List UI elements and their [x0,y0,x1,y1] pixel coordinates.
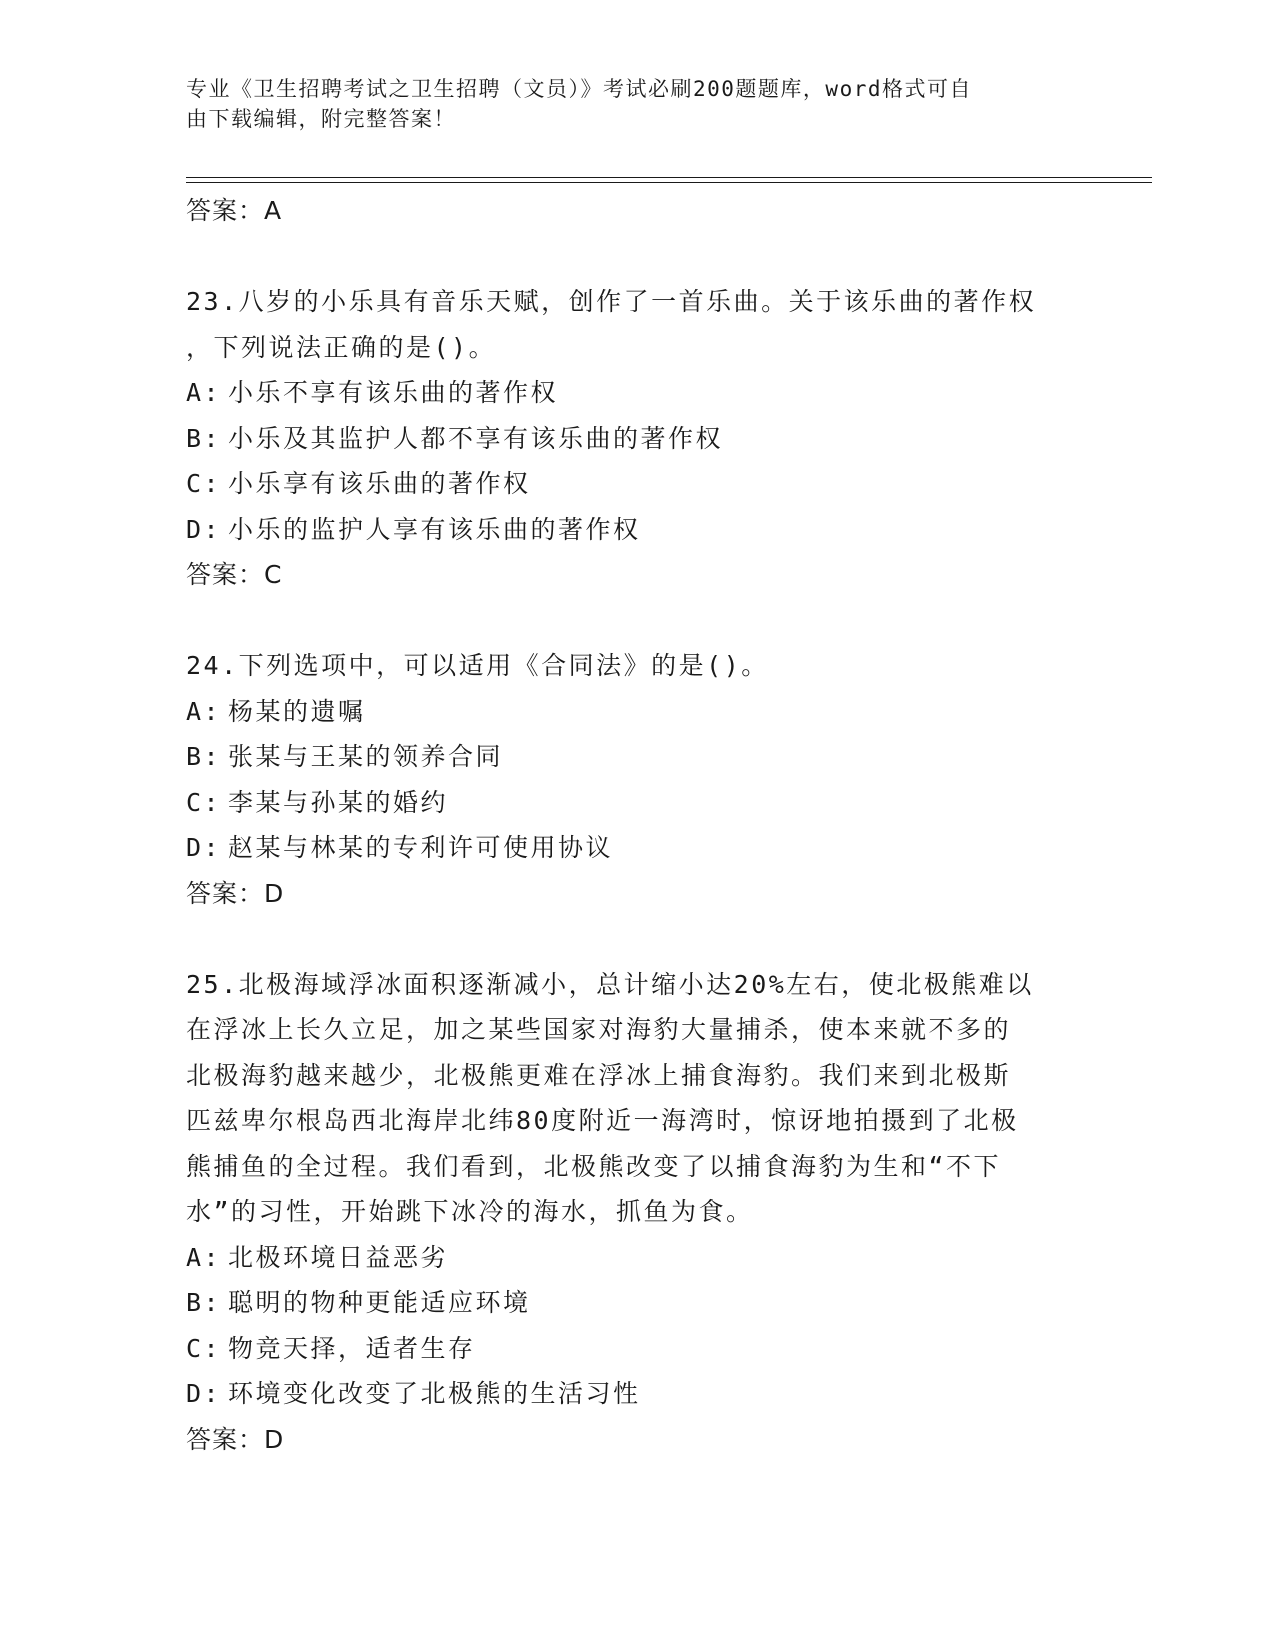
option-text: 聪明的物种更能适应环境 [228,1288,531,1317]
option-d [186,1371,1086,1417]
option-letter: B: [186,742,222,771]
option-letter: A: [186,1242,222,1272]
option-text: 小乐不享有该乐曲的著作权 [228,378,559,407]
header-line-2: 由下载编辑，附完整答案！ [186,107,456,131]
option-letter: D: [186,514,222,544]
option-a [186,370,1086,416]
option-letter: C: [186,787,222,817]
question-stem-line: 在浮冰上长久立足，加之某些国家对海豹大量捕杀，使本来就不多的 [186,1015,1012,1044]
question-23 [186,279,1086,598]
option-c [186,461,1086,507]
answer-line: 答案：D [186,1424,285,1454]
spacer [186,916,1086,962]
option-text: 杨某的遗嘱 [228,696,366,726]
option-d [186,507,1086,553]
header-rule-top [186,177,1152,178]
option-b [186,734,1086,780]
option-d [186,825,1086,871]
option-b [186,1280,1086,1326]
option-text: 环境变化改变了北极熊的生活习性 [228,1379,641,1408]
question-stem-line: 24.下列选项中，可以适用《合同法》的是()。 [186,651,769,680]
option-letter: C: [186,469,222,498]
answer-line: 答案：C [186,560,283,589]
spacer [186,234,1086,280]
question-25 [186,962,1086,1463]
option-a [186,689,1086,735]
option-text: 李某与孙某的婚约 [228,787,449,817]
question-stem-line: 熊捕鱼的全过程。我们看到，北极熊改变了以捕食海豹为生和“不下 [186,1151,1002,1181]
option-text: 物竞天择，适者生存 [228,1333,476,1363]
question-content [186,188,1086,1462]
option-letter: A: [186,378,222,407]
question-stem-line: 北极海豹越来越少，北极熊更难在浮冰上捕食海豹。我们来到北极斯 [186,1060,1012,1090]
option-letter: A: [186,696,222,726]
option-c [186,780,1086,826]
option-text: 赵某与林某的专利许可使用协议 [228,833,614,862]
option-a [186,1235,1086,1281]
option-letter: D: [186,1379,222,1408]
option-b [186,416,1086,462]
question-24 [186,643,1086,916]
option-letter: B: [186,1288,222,1317]
question-stem-line: 23.八岁的小乐具有音乐天赋，创作了一首乐曲。关于该乐曲的著作权 [186,287,1037,316]
option-letter: B: [186,423,222,453]
page-header [186,74,1066,134]
option-text: 小乐的监护人享有该乐曲的著作权 [228,514,641,544]
answer-line: 答案：D [186,878,285,908]
option-text: 小乐享有该乐曲的著作权 [228,469,531,498]
header-line-1: 专业《卫生招聘考试之卫生招聘（文员）》考试必刷200题题库，word格式可自 [186,77,972,101]
header-rule-bottom [186,182,1152,183]
option-text: 张某与王某的领养合同 [228,742,504,771]
question-stem-line: ，下列说法正确的是()。 [186,332,497,362]
spacer [186,598,1086,644]
option-text: 北极环境日益恶劣 [228,1242,449,1272]
option-c [186,1326,1086,1372]
option-letter: C: [186,1333,222,1363]
previous-answer: 答案：A [186,196,283,225]
option-letter: D: [186,833,222,862]
question-stem-line: 匹兹卑尔根岛西北海岸北纬80度附近一海湾时，惊讶地拍摄到了北极 [186,1106,1019,1135]
question-stem-line: 水”的习性，开始跳下冰冷的海水，抓鱼为食。 [186,1197,754,1226]
option-text: 小乐及其监护人都不享有该乐曲的著作权 [228,423,724,453]
question-stem-line: 25.北极海域浮冰面积逐渐减小，总计缩小达20%左右，使北极熊难以 [186,969,1034,999]
